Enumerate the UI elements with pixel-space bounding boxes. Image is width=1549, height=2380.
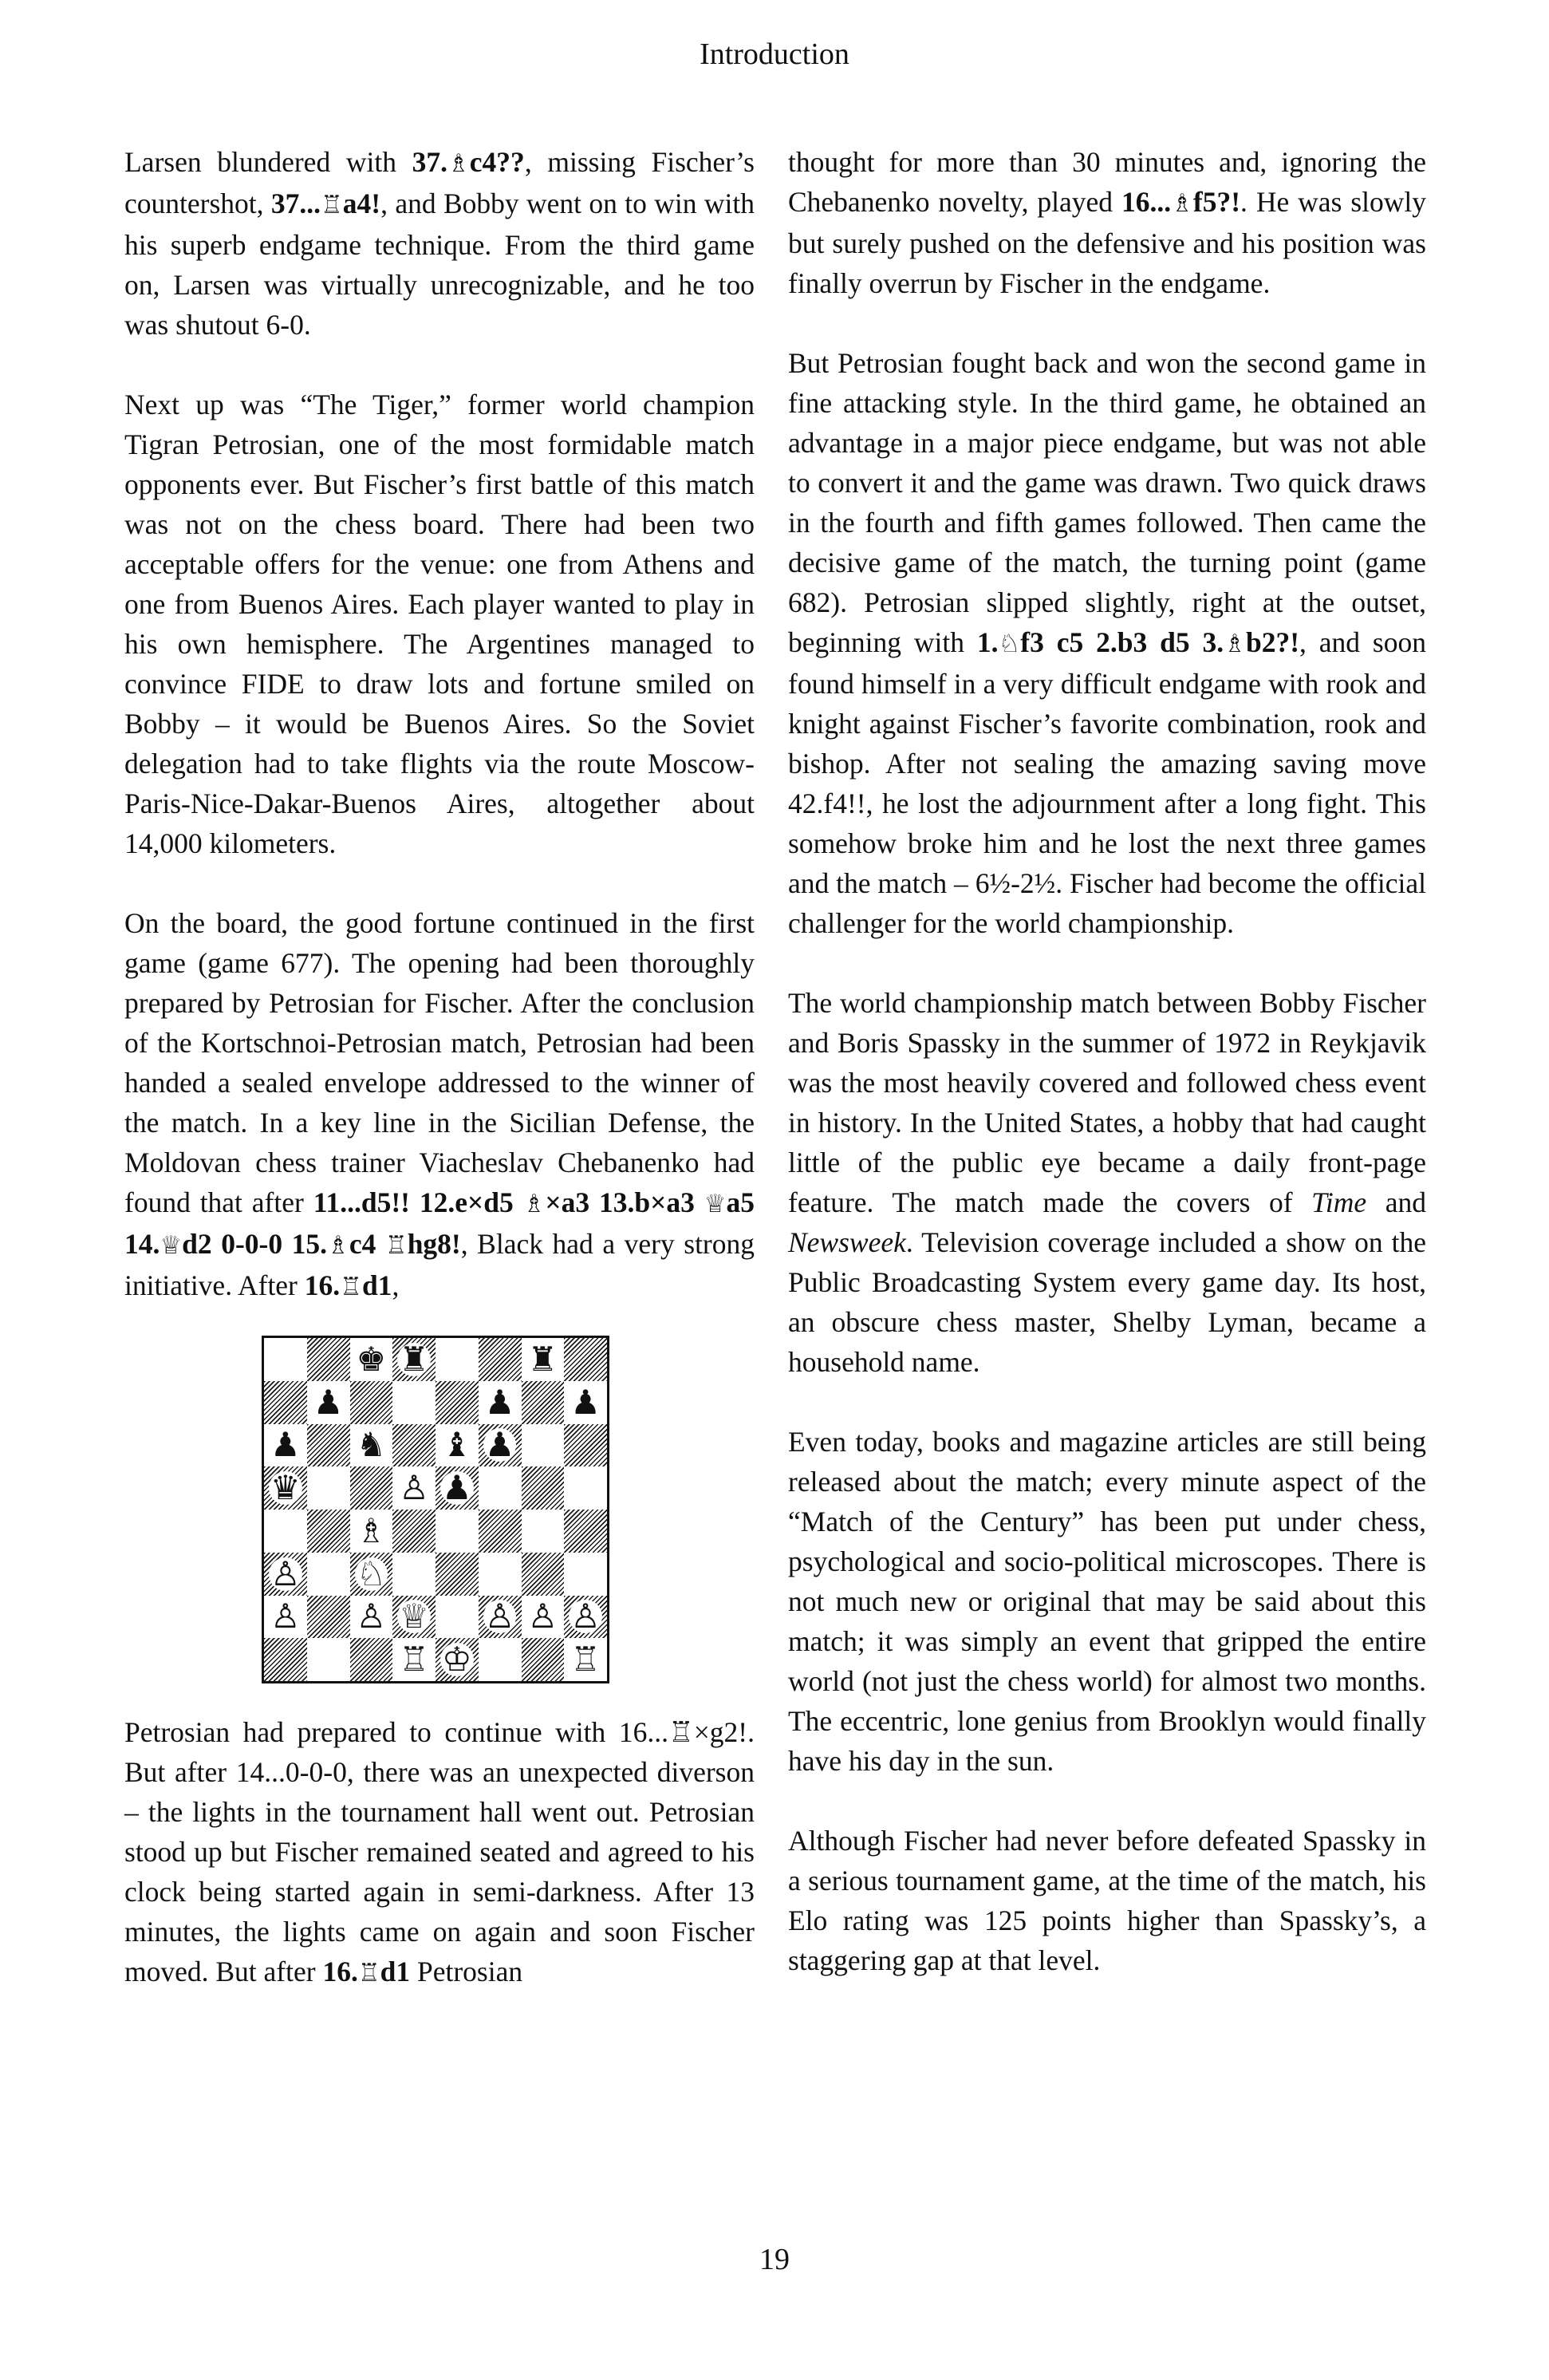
paragraph-world-championship bbox=[788, 983, 1426, 1382]
move-square: d1 bbox=[380, 1956, 411, 1987]
square-a4 bbox=[264, 1510, 307, 1553]
chess-piece-icon: ♛ bbox=[270, 1468, 301, 1508]
move-number: 16. bbox=[304, 1269, 341, 1301]
paragraph-petrosian-venue: Next up was “The Tiger,” former world champion Tigran Petrosian, one of the most formidable match opponents ever. But Fischer’s first battle of this match was not on the chess board. There had been two acceptable offers for the venue: one from Athens and one from Buenos Aires. Each player wanted to play in his own hemisphere. The Argentines managed to convince FIDE to draw lots and fortune smiled on Bobby – it would be Buenos Aires. So the Soviet delegation had to take flights via the route Moscow-Paris-Nice-Dakar-Buenos Aires, altogether about 14,000 kilometers. bbox=[124, 389, 755, 859]
chess-piece-icon: ♘ bbox=[356, 1553, 387, 1593]
chess-piece-icon: ♙ bbox=[484, 1597, 515, 1636]
chess-piece-icon: ♙ bbox=[356, 1597, 387, 1636]
move-square: d1 bbox=[361, 1269, 392, 1301]
text: On the board, the good fortune continued in the first game (game 677). The opening had been thoroughly prepared by Petrosian for Fischer. After the conclusion of the Kortschnoi-Petrosian match, Petrosian had been handed a sealed envelope addressed to the winner of the match. In a key line in the Sicilian Defense, the Moldovan chess trainer Viacheslav Chebanenko had found that after bbox=[124, 907, 755, 1218]
move-square: c4?? bbox=[469, 146, 525, 178]
chess-piece-icon: ♟ bbox=[442, 1468, 472, 1508]
square-h1 bbox=[564, 1638, 607, 1681]
chess-piece-icon: ♞ bbox=[356, 1425, 387, 1465]
move-text: ×a3 13.b×a3 bbox=[545, 1186, 704, 1218]
square-b6 bbox=[307, 1424, 350, 1467]
square-d4 bbox=[392, 1510, 436, 1553]
page-number: 19 bbox=[759, 2243, 790, 2276]
chess-piece-icon: ♜ bbox=[527, 1339, 558, 1379]
bishop-figurine-icon: ♗ bbox=[1171, 189, 1193, 218]
square-f6 bbox=[479, 1424, 522, 1467]
move-37-bc4 bbox=[412, 146, 525, 178]
square-h7 bbox=[564, 1381, 607, 1424]
bishop-figurine-icon: ♗ bbox=[522, 1190, 546, 1218]
square-g7 bbox=[522, 1381, 565, 1424]
square-c2 bbox=[350, 1596, 393, 1639]
square-e3 bbox=[436, 1553, 479, 1596]
move-text: a5 14. bbox=[124, 1186, 755, 1260]
square-f2 bbox=[479, 1596, 522, 1639]
square-h3 bbox=[564, 1553, 607, 1596]
square-c6 bbox=[350, 1424, 393, 1467]
square-d6 bbox=[392, 1424, 436, 1467]
square-h4 bbox=[564, 1510, 607, 1553]
square-b2 bbox=[307, 1596, 350, 1639]
chess-piece-icon: ♝ bbox=[442, 1425, 472, 1465]
square-a5 bbox=[264, 1466, 307, 1510]
square-e2 bbox=[436, 1596, 479, 1639]
square-f3 bbox=[479, 1553, 522, 1596]
right-column bbox=[788, 142, 1426, 1980]
magazine-title: Time bbox=[1311, 1186, 1367, 1218]
move-number: 16. bbox=[322, 1956, 358, 1987]
move-16-rd1 bbox=[305, 1269, 392, 1301]
square-c4 bbox=[350, 1510, 393, 1553]
rook-figurine-icon: ♖ bbox=[321, 191, 343, 219]
move-16-bf5 bbox=[1121, 186, 1240, 218]
text: , missing Fischer’s countershot, bbox=[124, 146, 755, 219]
move-text: hg8! bbox=[407, 1228, 461, 1260]
text: . He was slowly but surely pushed on the defensive and his position was finally overrun by Fischer in the endgame. bbox=[788, 186, 1426, 299]
text: , and soon found himself in a very difficult endgame with rook and knight against Fischer’s favorite combination, rook and bishop. After not sealing the amazing saving move 42.f4!!, he lost the adjournment after a long fight. This somehow broke him and he lost the next three games and the match – 6½-2½. Fischer had become the official challenger for the world championship. bbox=[788, 626, 1426, 939]
square-d2 bbox=[392, 1596, 436, 1639]
text: , Black had a very strong initiative. After bbox=[124, 1228, 755, 1301]
rook-figurine-icon: ♖ bbox=[357, 1959, 380, 1987]
move-number: 37. bbox=[412, 146, 447, 178]
move-text: c4 bbox=[349, 1228, 385, 1260]
square-b1 bbox=[307, 1638, 350, 1681]
queen-figurine-icon: ♕ bbox=[704, 1190, 727, 1218]
chess-diagram bbox=[262, 1336, 609, 1683]
magazine-title: Newsweek bbox=[788, 1226, 906, 1258]
queen-figurine-icon: ♕ bbox=[160, 1231, 183, 1260]
square-h8 bbox=[564, 1338, 607, 1381]
paragraph-match-of-century: Even today, books and magazine articles are still being released about the match; every minute aspect of the “Match of the Century” has been put under chess, psychological and socio-political microscopes. There is not much new or original that may be said about this match; it was simply an event that gripped the entire world (not just the chess world) for almost two months. The eccentric, lone genius from Brooklyn would finally have his day in the sun. bbox=[788, 1426, 1426, 1777]
bishop-figurine-icon: ♗ bbox=[447, 149, 470, 178]
running-header: Introduction bbox=[700, 37, 849, 71]
square-b4 bbox=[307, 1510, 350, 1553]
square-h6 bbox=[564, 1424, 607, 1467]
paragraph-first-game bbox=[124, 903, 755, 1307]
paragraph-elo-gap: Although Fischer had never before defeated Spassky in a serious tournament game, at the time of the match, his Elo rating was 125 points higher than Spassky’s, a staggering gap at that level. bbox=[788, 1825, 1426, 1976]
paragraph-petrosian-fought-back bbox=[788, 343, 1426, 943]
paragraph-lights-out bbox=[124, 1712, 755, 1993]
chess-piece-icon: ♙ bbox=[270, 1597, 301, 1636]
square-d7 bbox=[392, 1381, 436, 1424]
square-d5 bbox=[392, 1466, 436, 1510]
chess-piece-icon: ♗ bbox=[356, 1510, 387, 1550]
chess-piece-icon: ♙ bbox=[399, 1468, 429, 1508]
square-e7 bbox=[436, 1381, 479, 1424]
rook-figurine-icon: ♖ bbox=[340, 1273, 362, 1301]
square-e8 bbox=[436, 1338, 479, 1381]
paragraph-chebanenko-novelty bbox=[788, 142, 1426, 303]
text: But Petrosian fought back and won the second game in fine attacking style. In the third game, he obtained an advantage in a major piece endgame, but was not able to convert it and the game was drawn. Two quick draws in the fourth and fifth games followed. Then came the decisive game of the match, the turning point (game 682). Petrosian slipped slightly, right at the outset, beginning with bbox=[788, 347, 1426, 658]
move-sequence-opening bbox=[977, 626, 1299, 658]
square-f4 bbox=[479, 1510, 522, 1553]
text: The world championship match between Bobby Fischer and Boris Spassky in the summer of 1972 in Reykjavik was the most heavily covered and followed chess event in history. In the United States, a hobby that had caught little of the public eye became a daily front-page feature. The match made the covers of bbox=[788, 987, 1426, 1218]
chess-board bbox=[262, 1336, 609, 1683]
square-b3 bbox=[307, 1553, 350, 1596]
square-f1 bbox=[479, 1638, 522, 1681]
bishop-figurine-icon: ♗ bbox=[1224, 630, 1246, 658]
square-a7 bbox=[264, 1381, 307, 1424]
square-e6 bbox=[436, 1424, 479, 1467]
chess-piece-icon: ♟ bbox=[313, 1382, 344, 1422]
paragraph-larsen bbox=[124, 142, 755, 345]
move-16-rd1-second bbox=[322, 1956, 410, 1987]
text: , and Bobby went on to win with his superb endgame technique. From the third game on, Larsen was virtually unrecognizable, and he too was shutout 6-0. bbox=[124, 187, 755, 341]
square-a1 bbox=[264, 1638, 307, 1681]
knight-figurine-icon: ♘ bbox=[998, 630, 1021, 658]
chess-piece-icon: ♕ bbox=[399, 1597, 429, 1636]
left-column bbox=[124, 142, 755, 1993]
square-c7 bbox=[350, 1381, 393, 1424]
chess-piece-icon: ♔ bbox=[442, 1640, 472, 1679]
chess-piece-icon: ♚ bbox=[356, 1339, 387, 1379]
text: Petrosian had prepared to continue with 16...♖×g2!. But after 14...0-0-0, there was an unexpected diverson – the lights in the tournament hall went out. Petrosian stood up but Fischer remained seated and agreed to his clock being started again in semi-darkness. After 13 minutes, the lights came on again and soon Fischer moved. But after bbox=[124, 1716, 755, 1987]
square-g1 bbox=[522, 1638, 565, 1681]
move-text: f3 c5 2.b3 d5 3. bbox=[1020, 626, 1224, 658]
move-number: 37... bbox=[270, 187, 321, 219]
square-c5 bbox=[350, 1466, 393, 1510]
move-text: 11...d5!! 12.e×d5 bbox=[313, 1186, 523, 1218]
square-g3 bbox=[522, 1553, 565, 1596]
square-b8 bbox=[307, 1338, 350, 1381]
chess-piece-icon: ♟ bbox=[570, 1382, 601, 1422]
chess-piece-icon: ♜ bbox=[399, 1339, 429, 1379]
square-a6 bbox=[264, 1424, 307, 1467]
chess-piece-icon: ♖ bbox=[399, 1640, 429, 1679]
chess-piece-icon: ♙ bbox=[270, 1553, 301, 1593]
move-square: f5?! bbox=[1192, 186, 1241, 218]
text: Larsen blundered with bbox=[124, 146, 412, 178]
square-e1 bbox=[436, 1638, 479, 1681]
square-f7 bbox=[479, 1381, 522, 1424]
square-h2 bbox=[564, 1596, 607, 1639]
text: , bbox=[392, 1269, 400, 1301]
text: . Television coverage included a show on the Public Broadcasting System every game day. Its host, an obscure chess master, Shelby Lyman, became a household name. bbox=[788, 1226, 1426, 1378]
chess-piece-icon: ♖ bbox=[570, 1640, 601, 1679]
square-g6 bbox=[522, 1424, 565, 1467]
text: thought for more than 30 minutes and, ignoring the Chebanenko novelty, played bbox=[788, 146, 1426, 218]
move-text: 1. bbox=[976, 626, 999, 658]
move-text: d2 0-0-0 15. bbox=[182, 1228, 328, 1260]
square-g8 bbox=[522, 1338, 565, 1381]
square-g2 bbox=[522, 1596, 565, 1639]
chess-piece-icon: ♙ bbox=[570, 1597, 601, 1636]
square-g5 bbox=[522, 1466, 565, 1510]
move-square: a4! bbox=[342, 187, 381, 219]
move-number: 16... bbox=[1121, 186, 1172, 218]
chess-piece-icon: ♟ bbox=[484, 1425, 515, 1465]
square-b5 bbox=[307, 1466, 350, 1510]
square-f5 bbox=[479, 1466, 522, 1510]
square-c8 bbox=[350, 1338, 393, 1381]
chess-piece-icon: ♟ bbox=[484, 1382, 515, 1422]
square-e5 bbox=[436, 1466, 479, 1510]
rook-figurine-icon: ♖ bbox=[384, 1231, 408, 1260]
square-d8 bbox=[392, 1338, 436, 1381]
square-d1 bbox=[392, 1638, 436, 1681]
square-c1 bbox=[350, 1638, 393, 1681]
text: Petrosian bbox=[410, 1956, 523, 1987]
square-a3 bbox=[264, 1553, 307, 1596]
square-f8 bbox=[479, 1338, 522, 1381]
square-b7 bbox=[307, 1381, 350, 1424]
square-h5 bbox=[564, 1466, 607, 1510]
square-e4 bbox=[436, 1510, 479, 1553]
chess-piece-icon: ♙ bbox=[527, 1597, 558, 1636]
square-a8 bbox=[264, 1338, 307, 1381]
square-a2 bbox=[264, 1596, 307, 1639]
square-d3 bbox=[392, 1553, 436, 1596]
bishop-figurine-icon: ♗ bbox=[327, 1231, 349, 1260]
chess-piece-icon: ♟ bbox=[270, 1425, 301, 1465]
square-g4 bbox=[522, 1510, 565, 1553]
text: and bbox=[1366, 1186, 1426, 1218]
move-37-ra4 bbox=[271, 187, 380, 219]
square-c3 bbox=[350, 1553, 393, 1596]
move-text: b2?! bbox=[1245, 626, 1300, 658]
